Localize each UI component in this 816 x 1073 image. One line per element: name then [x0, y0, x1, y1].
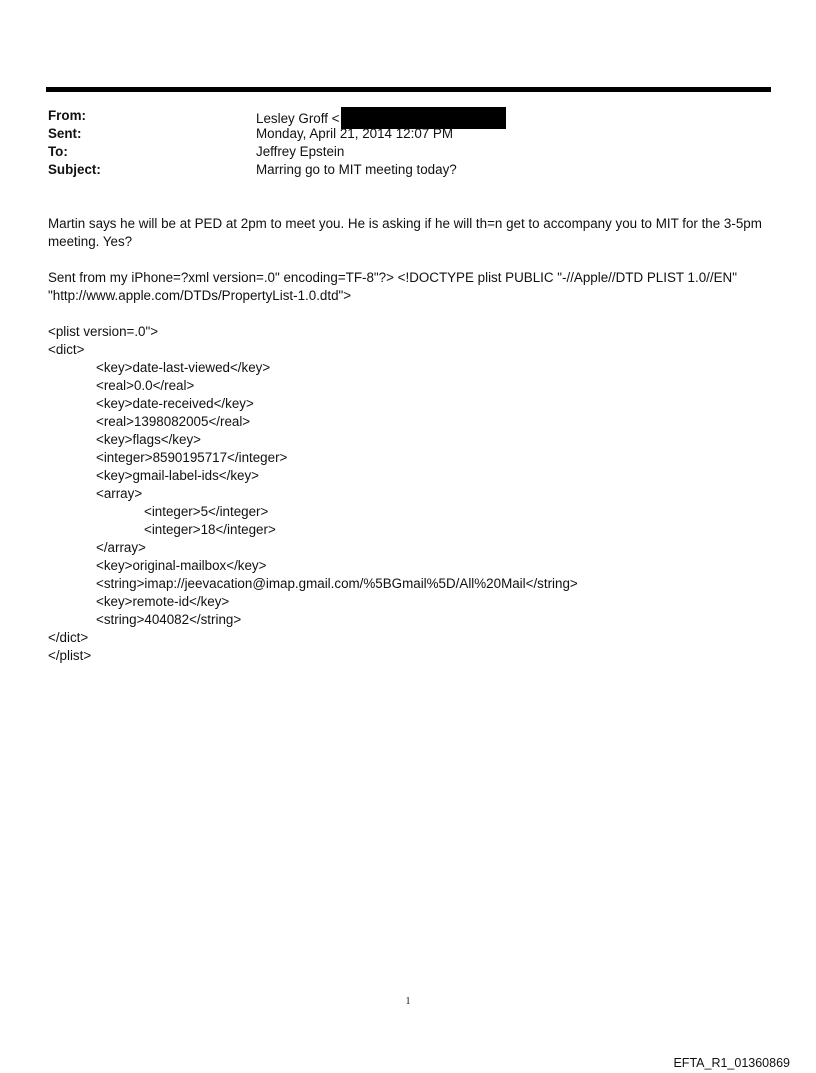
xml-line: </plist> — [48, 648, 92, 663]
xml-line: <real>1398082005</real> — [96, 414, 251, 429]
from-label: From: — [48, 108, 86, 123]
to-row — [48, 143, 768, 161]
to-label: To: — [48, 144, 68, 159]
sent-value: Monday, April 21, 2014 12:07 PM — [256, 126, 454, 141]
xml-line: <integer>5</integer> — [144, 504, 269, 519]
email-header — [48, 107, 768, 179]
sent-label: Sent: — [48, 126, 82, 141]
from-row — [48, 107, 768, 125]
xml-line: <integer>18</integer> — [144, 522, 276, 537]
document-id: EFTA_R1_01360869 — [673, 1056, 790, 1070]
xml-line: <plist version=.0"> — [48, 324, 159, 339]
xml-line: <key>date-last-viewed</key> — [96, 360, 271, 375]
header-rule — [46, 87, 771, 92]
xml-line: <key>remote-id</key> — [96, 594, 230, 609]
signature-paragraph: Sent from my iPhone=?xml version=.0" encoding=TF-8"?> <!DOCTYPE plist PUBLIC "-//Apple//DTD PLIST 1.0//EN" "http://www.apple.com/DTDs/PropertyList-1.0.dtd"> — [48, 270, 737, 303]
xml-line: <real>0.0</real> — [96, 378, 195, 393]
sent-row — [48, 125, 768, 143]
page-number: 1 — [405, 996, 411, 1007]
xml-line: <key>gmail-label-ids</key> — [96, 468, 260, 483]
xml-line: <key>flags</key> — [96, 432, 201, 447]
to-value: Jeffrey Epstein — [256, 144, 345, 159]
plist-block — [48, 323, 578, 665]
message-paragraph: Martin says he will be at PED at 2pm to meet you. He is asking if he will th=n get to accompany you to MIT for the 3-5pm meeting. Yes? — [48, 216, 762, 249]
subject-row — [48, 161, 768, 179]
from-name: Lesley Groff < — [256, 111, 340, 126]
xml-line: <dict> — [48, 342, 85, 357]
xml-line: <array> — [96, 486, 143, 501]
xml-line: <string>imap://jeevacation@imap.gmail.com/%5BGmail%5D/All%20Mail</string> — [96, 576, 578, 591]
xml-line: </array> — [96, 540, 146, 555]
subject-label: Subject: — [48, 162, 101, 177]
xml-line: <key>date-received</key> — [96, 396, 254, 411]
xml-line: <integer>8590195717</integer> — [96, 450, 288, 465]
xml-line: </dict> — [48, 630, 89, 645]
xml-line: <string>404082</string> — [96, 612, 242, 627]
xml-line: <key>original-mailbox</key> — [96, 558, 267, 573]
subject-value: Marring go to MIT meeting today? — [256, 162, 457, 177]
